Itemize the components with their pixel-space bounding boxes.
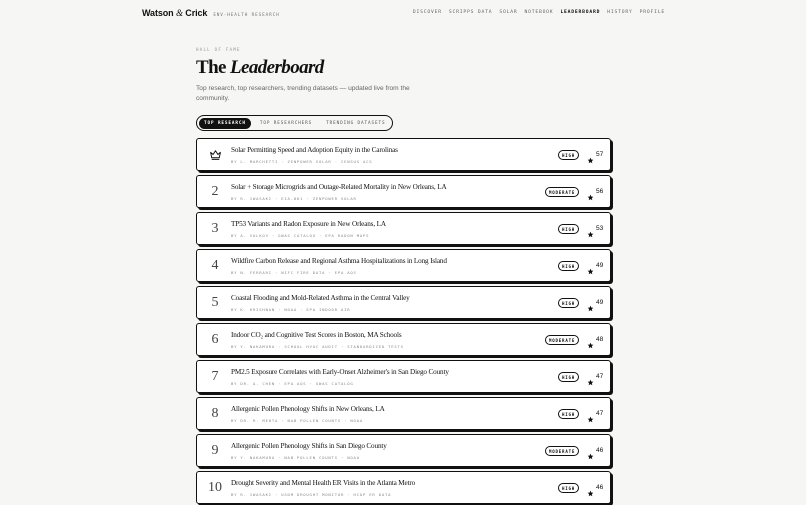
confidence-badge: HIGH <box>558 483 579 493</box>
star-icon[interactable] <box>587 151 594 158</box>
research-title[interactable]: TP53 Variants and Radon Exposure in New Orleans, LA <box>231 220 386 228</box>
research-title[interactable]: Indoor CO₂ and Cognitive Test Scores in Boston, MA Schools <box>231 331 402 339</box>
leaderboard-list <box>196 138 611 505</box>
rank-number: 8 <box>211 405 219 421</box>
top-bar <box>0 0 806 28</box>
star-count: 49 <box>596 299 604 306</box>
confidence-badge: HIGH <box>558 261 579 271</box>
brand-tagline: ENV-HEALTH RESEARCH <box>213 13 280 18</box>
star-count: 57 <box>596 151 604 158</box>
research-title[interactable]: PM2.5 Exposure Correlates with Early-Onset Alzheimer's in San Diego County <box>231 368 449 376</box>
star-icon[interactable] <box>587 225 594 232</box>
rank-number: 7 <box>211 368 219 384</box>
rank-number: 4 <box>211 257 219 273</box>
rank-number: 5 <box>211 294 219 310</box>
star-icon[interactable] <box>587 484 594 491</box>
star-count: 48 <box>596 336 604 343</box>
research-meta: BY DR. R. MEHTA · NAB POLLEN COUNTS · NOAA <box>231 418 363 423</box>
leaderboard-row[interactable] <box>196 286 611 319</box>
crown-icon <box>202 139 228 170</box>
star-count: 47 <box>596 410 604 417</box>
nav-item-history[interactable]: HISTORY <box>607 10 633 15</box>
nav-item-scripps-data[interactable]: SCRIPPS DATA <box>448 10 493 15</box>
rank-number: 6 <box>211 331 219 347</box>
research-meta: BY Y. NAKAMURA · NAB POLLEN COUNTS · NOAA <box>231 455 360 460</box>
leaderboard-tabs <box>196 115 393 131</box>
confidence-badge: HIGH <box>558 150 579 160</box>
star-icon[interactable] <box>587 447 594 454</box>
star-icon[interactable] <box>587 262 594 269</box>
confidence-badge: MODERATE <box>545 335 579 345</box>
confidence-badge: HIGH <box>558 298 579 308</box>
star-count: 46 <box>596 447 604 454</box>
star-count: 46 <box>596 484 604 491</box>
brand-name: Watson & Crick <box>142 8 208 18</box>
research-meta: BY L. MARCHETTI · ZENPOWER SOLAR · CENSUS ACS <box>231 159 373 164</box>
research-title[interactable]: Drought Severity and Mental Health ER Visits in the Atlanta Metro <box>231 479 416 487</box>
tab-trending-datasets[interactable]: TRENDING DATASETS <box>326 120 386 126</box>
research-meta: BY R. IWASAKI · USDM DROUGHT MONITOR · HCUP ER DATA <box>231 492 392 497</box>
star-count: 56 <box>596 188 604 195</box>
tab-top-research[interactable]: TOP RESEARCH <box>199 118 251 129</box>
star-count: 47 <box>596 373 604 380</box>
rank-number: 2 <box>211 183 219 199</box>
rank-number: 3 <box>211 220 219 236</box>
leaderboard-row[interactable] <box>196 138 611 171</box>
nav-item-notebook[interactable]: NOTEBOOK <box>524 10 554 15</box>
rank-number: 10 <box>208 479 222 495</box>
research-meta: BY A. VOLKOV · GWAS CATALOG · EPA RADON MAPS <box>231 233 370 238</box>
confidence-badge: HIGH <box>558 372 579 382</box>
leaderboard-row[interactable] <box>196 471 611 504</box>
confidence-badge: HIGH <box>558 409 579 419</box>
star-icon[interactable] <box>587 410 594 417</box>
star-icon[interactable] <box>587 188 594 195</box>
leaderboard-row[interactable] <box>196 249 611 282</box>
star-count: 49 <box>596 262 604 269</box>
research-title[interactable]: Allergenic Pollen Phenology Shifts in San Diego County <box>231 442 387 450</box>
leaderboard-row[interactable] <box>196 434 611 467</box>
leaderboard-row[interactable] <box>196 397 611 430</box>
confidence-badge: HIGH <box>558 224 579 234</box>
eyebrow-label: HALL OF FAME <box>196 47 241 52</box>
star-icon[interactable] <box>587 373 594 380</box>
main-nav <box>413 10 665 15</box>
research-meta: BY K. KRISHNAN · NOAA · EPA INDOOR AIR <box>231 307 351 312</box>
research-title[interactable]: Solar + Storage Microgrids and Outage-Related Mortality in New Orleans, LA <box>231 183 447 191</box>
leaderboard-row[interactable] <box>196 175 611 208</box>
rank-number: 9 <box>211 442 219 458</box>
page-title: The Leaderboard <box>196 57 324 78</box>
star-icon[interactable] <box>587 336 594 343</box>
star-icon[interactable] <box>587 299 594 306</box>
research-meta: BY Y. NAKAMURA · SCHOOL HVAC AUDIT · STANDARDIZED TESTS <box>231 344 404 349</box>
tab-top-researchers[interactable]: TOP RESEARCHERS <box>259 120 313 126</box>
leaderboard-row[interactable] <box>196 360 611 393</box>
confidence-badge: MODERATE <box>545 446 579 456</box>
leaderboard-row[interactable] <box>196 323 611 356</box>
research-title[interactable]: Solar Permitting Speed and Adoption Equity in the Carolinas <box>231 146 398 154</box>
nav-item-solar[interactable]: SOLAR <box>499 10 518 15</box>
brand-logo[interactable] <box>142 8 280 18</box>
research-meta: BY DR. A. CHEN · EPA AQS · GWAS CATALOG <box>231 381 354 386</box>
nav-item-profile[interactable]: PROFILE <box>639 10 665 15</box>
research-title[interactable]: Wildfire Carbon Release and Regional Asthma Hospitalizations in Long Island <box>231 257 447 265</box>
research-title[interactable]: Coastal Flooding and Mold-Related Asthma in the Central Valley <box>231 294 410 302</box>
confidence-badge: MODERATE <box>545 187 579 197</box>
nav-item-discover[interactable]: DISCOVER <box>412 10 442 15</box>
research-meta: BY N. FERRARI · NIFC FIRE DATA · EPA AQS <box>231 270 357 275</box>
page-subtitle: Top research, top researchers, trending datasets — updated live from the community. <box>196 85 410 102</box>
star-count: 53 <box>596 225 604 232</box>
leaderboard-row[interactable] <box>196 212 611 245</box>
nav-item-leaderboard[interactable]: LEADERBOARD <box>560 10 601 15</box>
research-meta: BY R. IWASAKI · EIA-861 · ZENPOWER SOLAR <box>231 196 357 201</box>
research-title[interactable]: Allergenic Pollen Phenology Shifts in New Orleans, LA <box>231 405 385 413</box>
